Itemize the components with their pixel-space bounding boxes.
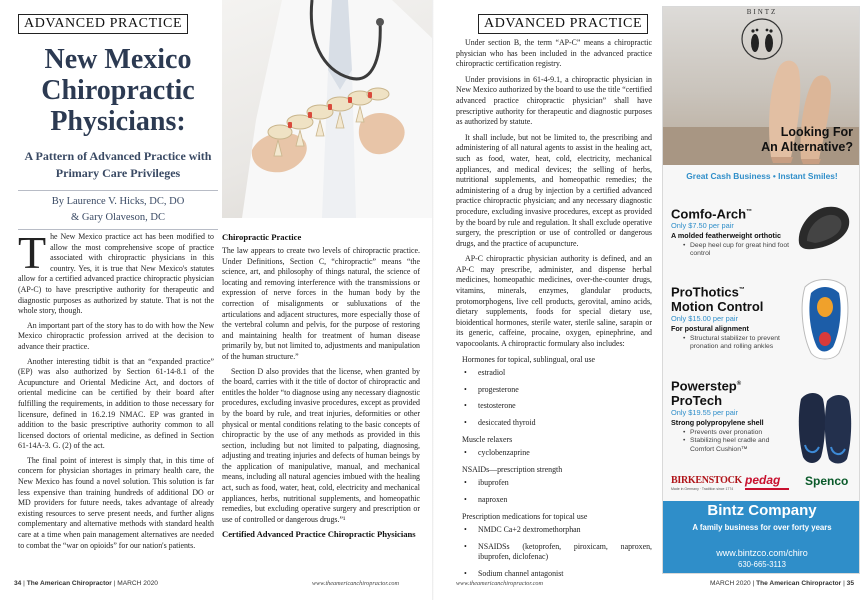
powerstep-insole-image	[795, 391, 855, 465]
formulary-list	[462, 478, 652, 505]
byline-author-2: & Gary Olaveson, DC	[71, 212, 165, 223]
article-column-2	[222, 232, 420, 543]
ad-headline: Looking For An Alternative?	[761, 125, 853, 154]
bintz-logo	[740, 13, 784, 65]
list-item: • naproxen	[462, 495, 652, 506]
product-feature: • Structural stabilizer to prevent pronation and rolling ankles	[683, 335, 791, 352]
paragraph: It shall include, but not be limited to, the prescribing and administering of all natural agents to assist in the healing act, such as food, water, heat, cold, electricity, mechanical appliances, and medical devices; the selling of herbs, nutritional supplements, and homeopathic remedies; the administering of a drug by injection by a certified advanced practice chiropractic physician; and any necessary diagnostic procedure, excluding invasive procedures, except as provided by the board by rule and regulation. It shall exclude operative surgery, the prescription or use of controlled or dangerous drugs, and the practice of acupuncture.	[456, 132, 652, 248]
product-feature: • Prevents over pronation	[683, 429, 791, 437]
product-name: Comfo-Arch™	[671, 206, 753, 222]
paragraph: Section D also provides that the license, when granted by the board, carries with it the title of doctor of chiropractic and entitles the holder “to diagnose using any necessary diagnostic procedures, excluding invasive procedures, except as provided by the board by rule, and treat injuries, deformities or other physical or mental conditions relating to the basic concepts of chiropractic by the use of any methods as provided in this section, including but not limited to palpating, diagnosing, adjusting and treating injuries and defects of human beings by the application of manipulative, manual, and mechanical means, including all natural agencies imbued with the healing act, such as food, water, heat, cold, electricity and mechanical appliances, herbs, nutritional supplements, and homeopathic remedies, but excluding operative surgery and prescription or use of controlled or dangerous drugs.”¹	[222, 366, 420, 524]
spenco-logo: Spenco	[805, 474, 849, 488]
article-subtitle: A Pattern of Advanced Practice with Primary Care Privileges	[24, 149, 212, 180]
doctor-holding-spine-model-illustration	[222, 0, 434, 218]
footer-url-left[interactable]: www.theamericanchiropractor.com	[312, 580, 399, 587]
folio-right: MARCH 2020 | The American Chiropractor | 35	[710, 580, 854, 587]
ad-website-link[interactable]: www.bintzco.com/chiro	[716, 548, 808, 558]
article-column-1	[18, 227, 214, 555]
product-name: ProThotics™	[671, 284, 745, 300]
article-column-3	[456, 38, 652, 586]
product-name-line2: Motion Control	[671, 299, 764, 315]
byline	[18, 190, 218, 230]
product-price: Only $7.50 per pair	[671, 221, 734, 231]
right-page	[434, 0, 868, 600]
paragraph: Another interesting tidbit is that an “expanded practice” (EP) was also authorized by Section 61-14-8.1 of the Acupuncture and Oriental Medicine Act, and doctors of oriental medicine can be certified by their board after fulfilling the requirements, in addition to those necessary for licensure, defined in 16.2.19 NMAC. EP was granted in addition to the basic prescriptive authority common to all licensed doctors of oriental medicine, as defined in Section 61-14A-3. G. (2) of the act.	[18, 356, 214, 451]
paragraph: The New Mexico practice act has been modified to allow the most comprehensive scope of practice associated with chiropractic physicians in this country. Yes, it is true that New Mexico's statutes allow for a certified advanced practice chiropractic physician (AP-C) to have prescriptive authority for therapeutic and diagnostic purposes as authorized by statute. That is not the whole story, though.	[18, 227, 214, 316]
prothotics-insole-image	[795, 277, 855, 361]
formulary-group-label: Muscle relaxers	[462, 434, 513, 444]
birkenstock-logo-sub: Made in Germany · Tradition since 1774	[671, 487, 734, 491]
product-feature: • Deep heel cup for great hind foot control	[683, 242, 791, 259]
paragraph: AP-C chiropractic physician authority is defined, and an AP-C may prescribe, administer, and dispense herbal medicines, homeopathic medicines, over-the-counter drugs, vitamins, minerals, enzymes, glandular products, protomorphogens, live cell products, gerovital, amino acids, dietary supplements, foods for special dietary use, bioidentical hormones, sterile water, sterile saline, sarapin or its generic, caffeine, procaine, oxygen, epinephrine, and vapocoolants. A chiropractic formulary also includes:	[456, 254, 652, 349]
article-title: New Mexico Chiropractic Physicians:	[41, 44, 195, 137]
ad-footer	[663, 501, 860, 574]
section-heading: Certified Advanced Practice Chiropractic Physicians	[222, 529, 416, 540]
product-price: Only $15.00 per pair	[671, 314, 738, 324]
list-item: • estradiol	[462, 368, 652, 379]
list-item: • progesterone	[462, 385, 652, 396]
paragraph: The law appears to create two levels of chiropractic practice. Under Definitions, Section C, “chiropractic” means “the science, art, and philosophy of things natural, the science of locating and removing interference with the transmissions or expression of nerve forces in the human body by the correction of misalignments or subluxations of the articulations and adjacent structures, more especially those of the vertebral column and pelvis, for the purpose of restoring and maintaining health for treatment of human disease primarily by, but not limited to, adjustments and manipulation of the human structure.”	[222, 246, 420, 361]
paragraph: Under provisions in 61-4-9.1, a chiropractic physician in New Mexico authorized by the board to use the title “certified advanced practice chiropractic physician” shall have prescriptive authority for therapeutic and diagnostic purposes as authorized by statute.	[456, 74, 652, 127]
dropcap: T	[18, 227, 47, 278]
paragraph: An important part of the story has to do with how the New Mexico chiropractic profession arrived at the decision to advance their practice.	[18, 320, 214, 351]
formulary-list	[462, 525, 652, 579]
list-item: • Sodium channel antagonist	[462, 569, 652, 580]
folio-left: 34 | The American Chiropractor | MARCH 2020	[14, 580, 158, 587]
bintz-logo-text: BINTZ	[746, 8, 778, 16]
doctor-spine-photo	[222, 0, 434, 218]
product-tagline: Strong polypropylene shell	[671, 418, 764, 428]
list-item: • testosterone	[462, 401, 652, 412]
byline-author-1: By Laurence V. Hicks, DC, DO	[51, 196, 185, 207]
product-comfo-arch[interactable]	[671, 205, 791, 259]
formulary-list	[462, 448, 652, 459]
section-tag: ADVANCED PRACTICE	[18, 14, 188, 34]
list-item: • NMDC Ca+2 dextromethorphan	[462, 525, 652, 536]
formulary-group-label: Hormones for topical, sublingual, oral use	[462, 354, 596, 364]
ad-phone[interactable]: 630-665-3113	[738, 560, 786, 569]
list-item: • NSAIDSs (ketoprofen, piroxicam, naproxen, ibuprofen, diclofenac)	[462, 542, 652, 563]
footer-url-right[interactable]: www.theamericanchiropractor.com	[456, 580, 543, 587]
paragraph: The final point of interest is simply that, in this time of concern for physician shortages in primary health care, the New Mexico has found a novel solution. This solution is far less expensive than training hundreds of additional DO or MD providers for future needs, takes advantage of already existing resources to serve present needs, and further aligns complementary and alternative methods with standard health care at a time when pain management alternatives are needed to combat the “war on opioids” for our nation's patients.	[18, 455, 214, 550]
ad-company-tagline: A family business for over forty years	[692, 523, 832, 532]
formulary-group-label: NSAIDs—prescription strength	[462, 464, 563, 474]
product-tagline: A molded featherweight orthotic	[671, 231, 781, 241]
product-powerstep[interactable]	[671, 377, 791, 454]
comfo-arch-insole-image	[793, 203, 855, 253]
brand-logos	[667, 473, 857, 495]
product-price: Only $19.55 per pair	[671, 408, 738, 418]
ad-company-name: Bintz Company	[707, 502, 817, 519]
bintz-advertisement[interactable]	[662, 6, 860, 574]
pedag-underline	[745, 488, 789, 490]
list-item: • ibuprofen	[462, 478, 652, 489]
pedag-logo: pedag	[745, 473, 781, 487]
list-item: • cyclobenzaprine	[462, 448, 652, 459]
product-tagline: For postural alignment	[671, 324, 749, 334]
paragraph: Under section B, the term “AP-C” means a chiropractic physician who has been included in the advanced practice chiropractic certification registry.	[456, 38, 652, 69]
formulary-group-label: Prescription medications for topical use	[462, 511, 588, 521]
product-feature: • Stabilizing heel cradle and Comfort Cushion™	[683, 437, 791, 454]
birkenstock-logo: BIRKENSTOCK	[671, 475, 742, 486]
ad-band: Great Cash Business • Instant Smiles!	[686, 171, 838, 181]
formulary-list	[462, 368, 652, 428]
section-heading: Chiropractic Practice	[222, 232, 302, 242]
product-prothotics[interactable]	[671, 283, 791, 352]
list-item: • desiccated thyroid	[462, 418, 652, 429]
product-name: Powerstep® ProTech	[671, 378, 742, 409]
section-tag: ADVANCED PRACTICE	[478, 14, 648, 34]
